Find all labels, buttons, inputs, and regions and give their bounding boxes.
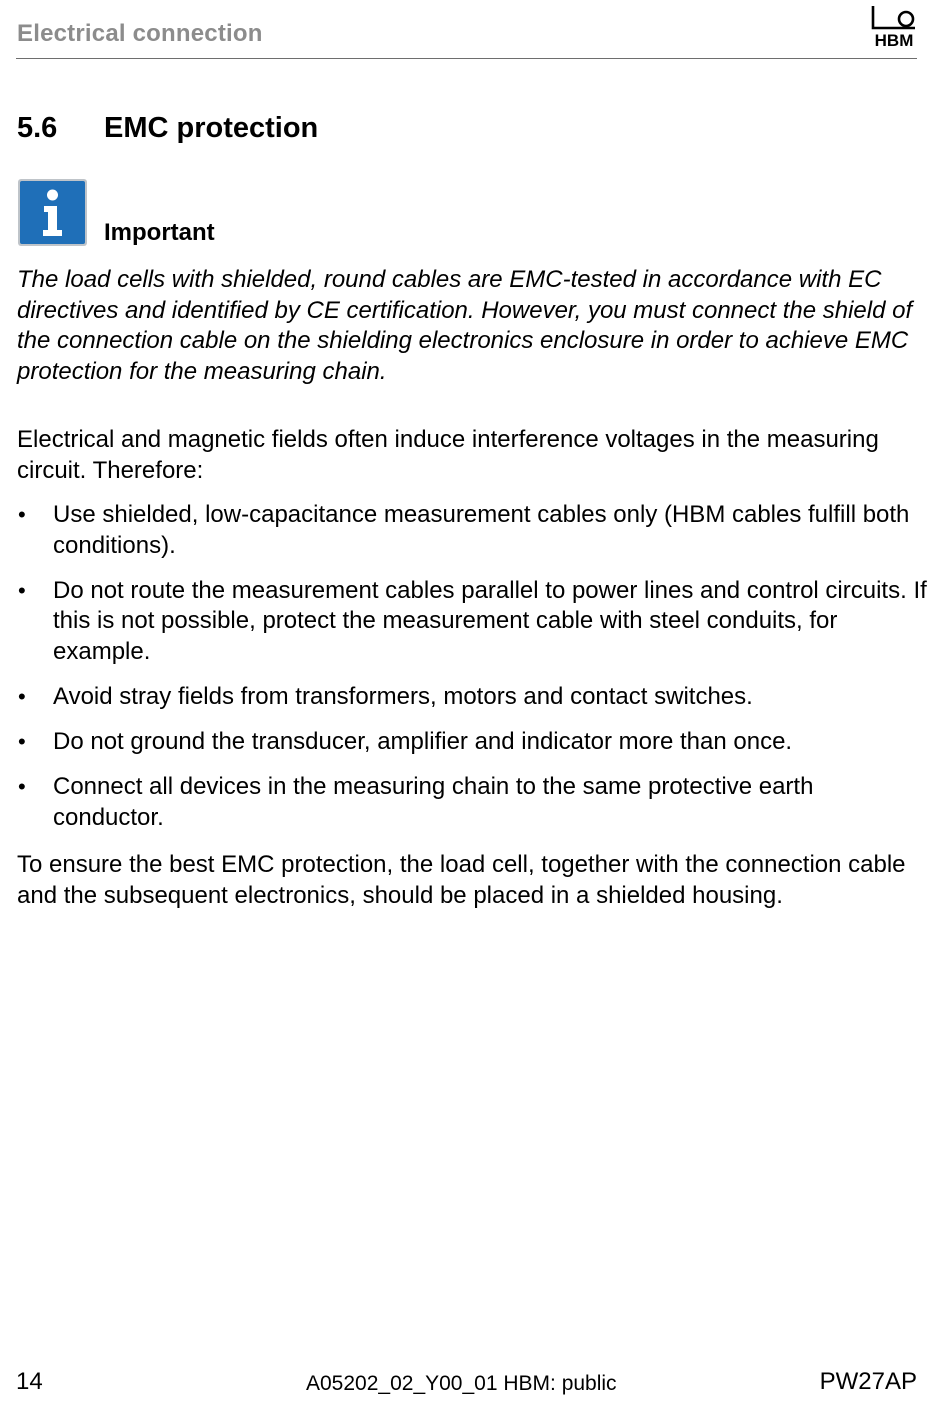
list-item — [17, 682, 927, 713]
header-title: Electrical connection — [17, 20, 263, 47]
list-item-text: Do not ground the transducer, amplifier and indicator more than once. — [53, 728, 793, 756]
emc-measures-list — [17, 500, 927, 848]
list-item — [17, 500, 927, 561]
intro-paragraph: Electrical and magnetic fields often induce interference voltages in the measuring circuit. Therefore: — [17, 426, 879, 484]
important-label: Important — [104, 219, 215, 246]
section-title: EMC protection — [104, 112, 319, 144]
bullet-icon: • — [18, 577, 26, 603]
bullet-icon: • — [18, 729, 26, 755]
notice-text: The load cells with shielded, round cables are EMC-tested in accordance with EC directives and identified by CE certification. However, you must connect the shield of the connection cable on the shielding electronics enclosure in order to achieve EMC protection for the measuring chain. — [17, 266, 913, 385]
bullet-icon: • — [18, 502, 26, 527]
section-number: 5.6 — [17, 112, 58, 144]
page-footer — [16, 1368, 917, 1398]
list-item-text: Use shielded, low-capacitance measurement cables only (HBM cables fulfill both conditions). — [53, 501, 910, 559]
logo-text: HBM — [874, 31, 914, 48]
product-name: PW27AP — [819, 1368, 917, 1395]
list-item-text: Do not route the measurement cables parallel to power lines and control circuits. If this is not possible, protect the measurement cable with steel conduits, for example. — [53, 576, 927, 665]
document-id: A05202_02_Y00_01 HBM: public — [306, 1372, 617, 1395]
bullet-icon: • — [18, 774, 26, 800]
hbm-logo — [871, 4, 917, 48]
list-item-text: Avoid stray fields from transformers, motors and contact switches. — [53, 682, 753, 710]
list-item — [17, 772, 927, 833]
info-icon — [17, 178, 88, 247]
list-item — [17, 576, 927, 668]
bullet-icon: • — [18, 683, 26, 709]
page-number: 14 — [16, 1368, 43, 1395]
list-item-text: Connect all devices in the measuring chain to the same protective earth conductor. — [53, 773, 814, 831]
section-heading — [17, 112, 318, 145]
list-item — [17, 727, 927, 758]
closing-paragraph: To ensure the best EMC protection, the load cell, together with the connection cable and the subsequent electronics, should be placed in a shielded housing. — [17, 851, 906, 909]
page-header — [16, 0, 917, 59]
